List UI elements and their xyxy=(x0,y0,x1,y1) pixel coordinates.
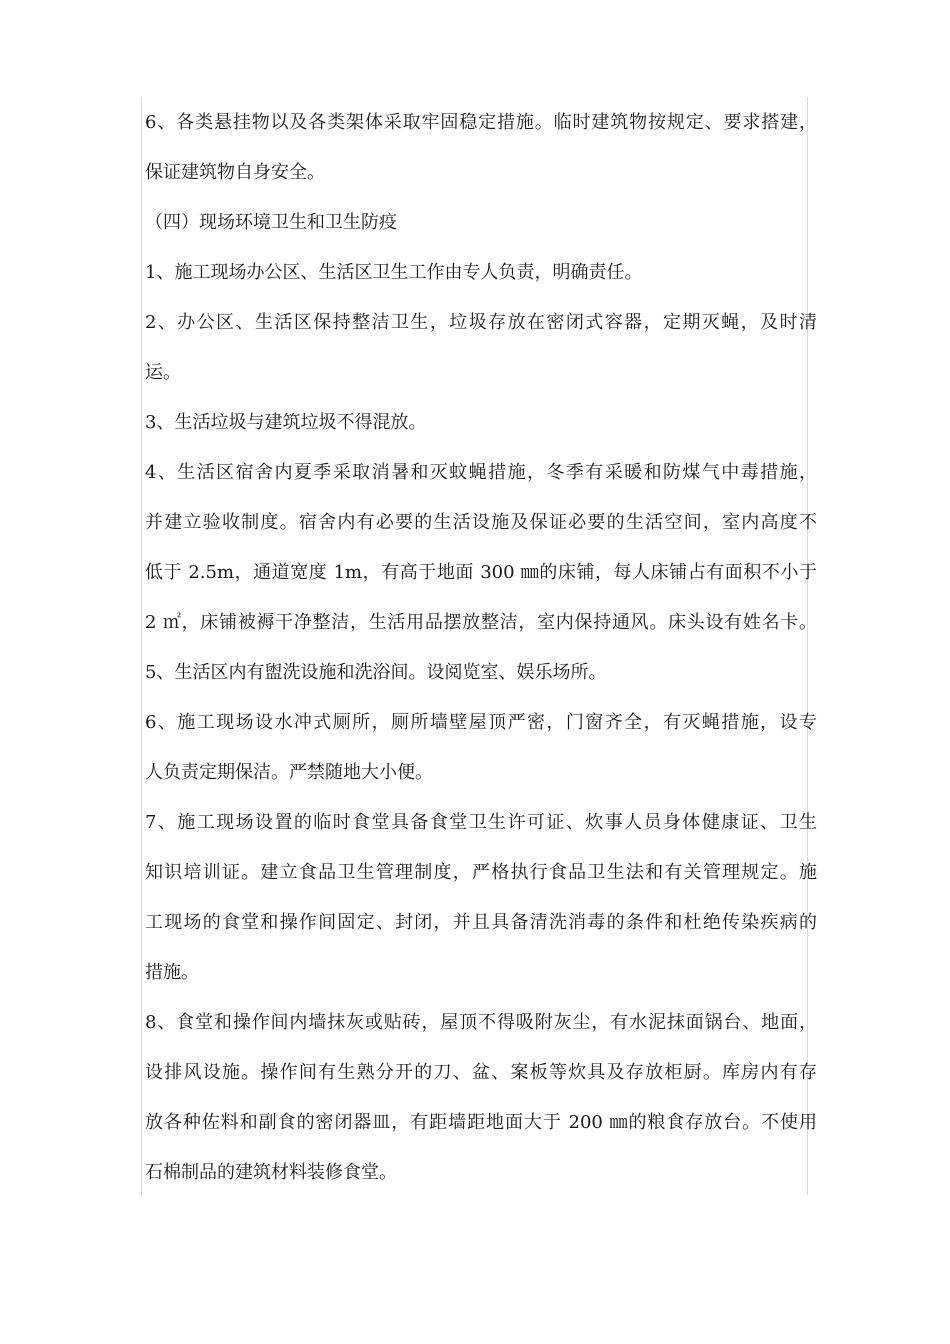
text-line: 7、施工现场设置的临时食堂具备食堂卫生许可证、炊事人员身体健康证、卫生 xyxy=(145,812,817,833)
text-line: 低于 2.5m，通道宽度 1m，有高于地面 300 ㎜的床铺，每人床铺占有面积不小于 xyxy=(145,562,817,583)
text-line: 1、施工现场办公区、生活区卫生工作由专人负责，明确责任。 xyxy=(145,262,643,283)
text-line: 5、生活区内有盥洗设施和洗浴间。设阅览室、娱乐场所。 xyxy=(145,662,607,683)
text-line: 并建立验收制度。宿舍内有必要的生活设施及保证必要的生活空间，室内高度不 xyxy=(145,512,817,533)
text-line: 放各种佐料和副食的密闭器皿，有距墙距地面大于 200 ㎜的粮食存放台。不使用 xyxy=(145,1112,817,1133)
text-line: 保证建筑物自身安全。 xyxy=(145,162,325,183)
text-line: 3、生活垃圾与建筑垃圾不得混放。 xyxy=(145,412,427,433)
text-line: 设排风设施。操作间有生熟分开的刀、盆、案板等炊具及存放柜厨。库房内有存 xyxy=(145,1062,817,1083)
text-line: 工现场的食堂和操作间固定、封闭，并且具备清洗消毒的条件和杜绝传染疾病的 xyxy=(145,912,817,933)
text-line: 6、施工现场设水冲式厕所，厕所墙壁屋顶严密，门窗齐全，有灭蝇措施，设专 xyxy=(145,712,817,733)
text-line: 运。 xyxy=(145,362,181,383)
text-line: 2 ㎡，床铺被褥干净整洁，生活用品摆放整洁，室内保持通风。床头设有姓名卡。 xyxy=(145,612,817,633)
section-heading: （四）现场环境卫生和卫生防疫 xyxy=(145,212,397,233)
text-line: 措施。 xyxy=(145,962,199,983)
document-body xyxy=(145,98,817,1198)
text-line: 8、食堂和操作间内墙抹灰或贴砖，屋顶不得吸附灰尘，有水泥抹面锅台、地面， xyxy=(145,1012,817,1033)
text-line: 石棉制品的建筑材料装修食堂。 xyxy=(145,1162,397,1183)
text-line: 6、各类悬挂物以及各类架体采取牢固稳定措施。临时建筑物按规定、要求搭建， xyxy=(145,112,817,133)
text-line: 2、办公区、生活区保持整洁卫生，垃圾存放在密闭式容器，定期灭蝇，及时清 xyxy=(145,312,817,333)
text-line: 知识培训证。建立食品卫生管理制度，严格执行食品卫生法和有关管理规定。施 xyxy=(145,862,817,883)
text-line: 人负责定期保洁。严禁随地大小便。 xyxy=(145,762,433,783)
text-line: 4、生活区宿舍内夏季采取消暑和灭蚊蝇措施，冬季有采暖和防煤气中毒措施， xyxy=(145,462,817,483)
